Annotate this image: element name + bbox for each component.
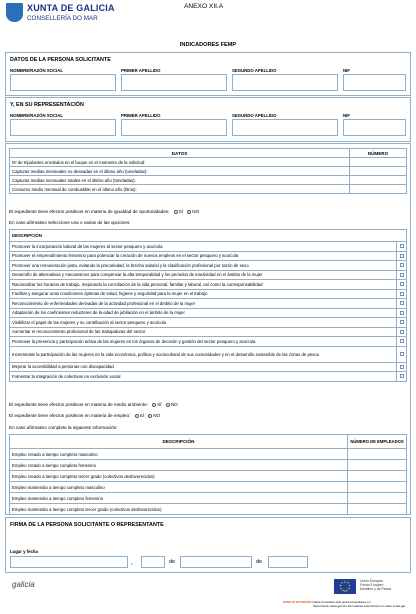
description-row: Fomentar la integración de colectivos en exclusión social: [10, 372, 397, 382]
environment-no-label: NO: [170, 402, 178, 407]
environment-question-row: [9, 402, 178, 407]
environment-yes-label: SÍ: [157, 402, 162, 407]
number-input[interactable]: [350, 176, 407, 185]
signature-title: FIRMA DE LA PERSONA SOLICITANTE O REPRESENTANTE: [10, 522, 164, 528]
employment-row: Empleo creado a tiempo completo femenino: [10, 460, 348, 471]
day-input[interactable]: [141, 556, 165, 568]
representative-nif-label: NIF: [343, 113, 350, 118]
applicant-name-label: NOMBRE/RAZÓN SOCIAL: [10, 68, 63, 73]
description-checkbox[interactable]: [400, 301, 404, 305]
employees-count-header: NÚMERO DE EMPLEADOS: [348, 435, 407, 449]
equality-no-label: NO: [192, 209, 200, 214]
description-checkbox[interactable]: [400, 365, 404, 369]
employment-row: Empleo creado a tiempo completo tercer grado (colectivos desfavorecidos): [10, 471, 348, 482]
description-row: Incrementar la participación de las mujeres en la vida económica, política y sociocultural de sus comunidades y en el desarrollo sostenible de las zonas de pesca: [10, 346, 397, 362]
description-row: Desarrollo de alternativas y mecanismos para compensar la alta temporalidad y los periodos de inactividad en el ámbito de la mujer: [10, 270, 397, 280]
employment-row: Empleo mantenido a tiempo completo tercer grado (colectivos desfavorecidos): [10, 504, 348, 515]
sede-link[interactable]: https://sede.xunta.gal Ver Formularios electrónicos en sede.xunta.gal: [313, 603, 405, 608]
environment-question: El expediente tiene efectos positivos en materia de medio ambiente:: [9, 402, 148, 407]
employees-input[interactable]: [348, 482, 407, 493]
description-checkbox[interactable]: [400, 339, 404, 343]
description-checkbox[interactable]: [400, 263, 404, 267]
applicant-name-input[interactable]: [10, 74, 116, 91]
place-input[interactable]: [10, 556, 128, 568]
month-input[interactable]: [180, 556, 252, 568]
employment-no-radio[interactable]: [148, 414, 152, 418]
environment-yes-radio[interactable]: [152, 403, 156, 407]
description-row: Adaptación de los coeficientes reductores de la edad de jubilación en el ámbito de la mujer: [10, 308, 397, 318]
description-row: Mejorar la accesibilidad a personas con discapacidad: [10, 362, 397, 372]
description-header: DESCRIPCIÓN: [10, 230, 407, 242]
applicant-surname2-label: SEGUNDO APELLIDO: [232, 68, 277, 73]
applicant-title: DATOS DE LA PERSONA SOLICITANTE: [10, 57, 111, 63]
description-checkbox[interactable]: [400, 292, 404, 296]
description-checkbox[interactable]: [400, 330, 404, 334]
description-row: Promover una remuneración justa, evitando la precariedad, la brecha salarial y la clasificación profesional por razón de sexo: [10, 261, 397, 271]
dept-name: CONSELLERÍA DO MAR: [27, 15, 98, 22]
place-date-label: Lugar y fecha: [10, 549, 38, 554]
description-row: Facilitar y asegurar unas condiciones óptimas de salud, higiene y seguridad para la mujer en el trabajo: [10, 289, 397, 299]
equality-question-row: [9, 209, 199, 214]
data-row: Capturas medias mensuales no deseadas en el último año (toneladas):: [10, 167, 350, 176]
description-row: Promover la incorporación laboral de las mujeres al sector pesquero y acuícola: [10, 242, 397, 252]
number-input[interactable]: [350, 185, 407, 194]
representative-surname1-label: PRIMER APELLIDO: [121, 113, 161, 118]
equality-no-radio[interactable]: [187, 210, 191, 214]
description-checkbox[interactable]: [400, 352, 404, 356]
eu-fund-text: [360, 579, 391, 591]
sede-text: Este formulario sólo podrá presentarse en: [314, 600, 371, 604]
employment-question: El expediente tiene efectos positivos en materia de empleo:: [9, 413, 131, 418]
sede-notice: [283, 601, 405, 609]
representative-name-input[interactable]: [10, 119, 116, 136]
equality-yes-radio[interactable]: [174, 210, 178, 214]
comma-separator: ,: [131, 560, 133, 566]
employment-row: Empleo creado a tiempo completo masculino: [10, 449, 348, 460]
representative-nif-input[interactable]: [343, 119, 406, 136]
environment-no-radio[interactable]: [166, 403, 170, 407]
equality-instruction: En caso afirmativo seleccione una o varias de las opciones:: [9, 220, 131, 225]
eu-text-2: Fondo Europeo: [360, 583, 384, 587]
description-table: [9, 229, 407, 382]
employment-no-label: NO: [153, 413, 161, 418]
representative-surname1-input[interactable]: [121, 119, 227, 136]
eu-text-1: Unión Europea: [360, 579, 383, 583]
year-input[interactable]: [268, 556, 308, 568]
employees-input[interactable]: [348, 504, 407, 515]
description-row: Racionalizar los horarios de trabajo, mejorando la conciliación de la vida personal, familiar y laboral, así como la corresponsabilidad: [10, 280, 397, 290]
data-row: Consumo medio mensual de combustible en el último año (litros):: [10, 185, 350, 194]
employment-row: Empleo mantenido a tiempo completo masculino: [10, 482, 348, 493]
description-checkbox[interactable]: [400, 374, 404, 378]
representative-surname2-input[interactable]: [232, 119, 338, 136]
description-checkbox[interactable]: [400, 311, 404, 315]
description-checkbox[interactable]: [400, 273, 404, 277]
data-row: Nº de tripulantes enrolados en el buque en el momento de la solicitud:: [10, 158, 350, 167]
description-row: Visibilizar el papel de las mujeres y su contribución al sector pesquero y acuícola: [10, 318, 397, 328]
employees-input[interactable]: [348, 471, 407, 482]
description-row: Promover el emprendimiento femenino para potenciar la creación de nuevos empleos en el sector pesquero y acuícola: [10, 251, 397, 261]
eu-text-3: Marítimo y de Pesca: [360, 587, 391, 591]
employees-input[interactable]: [348, 449, 407, 460]
description-row: Aumentar el reconocimiento profesional de las trabajadoras del sector: [10, 327, 397, 337]
employment-instruction: En caso afirmativo complete la siguiente información:: [9, 425, 118, 430]
form-title: INDICADORES FEMP: [179, 42, 237, 48]
number-input[interactable]: [350, 167, 407, 176]
representative-name-label: NOMBRE/RAZÓN SOCIAL: [10, 113, 63, 118]
applicant-nif-input[interactable]: [343, 74, 406, 91]
number-col-header: NÚMERO: [350, 149, 407, 158]
employment-yes-label: SÍ: [139, 413, 144, 418]
galicia-brand-logo: galicia: [12, 580, 35, 589]
description-row: Reconocimiento de enfermedades derivadas de la actividad profesional en el ámbito de la mujer: [10, 299, 397, 309]
equality-yes-label: SÍ: [178, 209, 184, 214]
applicant-surname1-input[interactable]: [121, 74, 227, 91]
description-checkbox[interactable]: [400, 320, 404, 324]
number-input[interactable]: [350, 158, 407, 167]
representative-surname2-label: SEGUNDO APELLIDO: [232, 113, 277, 118]
description-row: Promover la presencia y participación activa de las mujeres en los órganos de decisión y gestión del sector pesquero y acuícola: [10, 337, 397, 347]
applicant-surname1-label: PRIMER APELLIDO: [121, 68, 161, 73]
description-checkbox[interactable]: [400, 254, 404, 258]
org-name: XUNTA DE GALICIA: [27, 3, 115, 13]
sede-label: SEDE ELECTRÓNICA: [283, 600, 314, 604]
employees-input[interactable]: [348, 460, 407, 471]
employment-table: [9, 434, 407, 515]
employment-yes-radio[interactable]: [135, 414, 139, 418]
annex-label: ANEXO XII.A: [184, 3, 224, 10]
equality-question: El expediente tiene efectos positivos en materia de igualdad de oportunidades:: [9, 209, 170, 214]
data-row: Capturas medias mensuales totales en el último año (toneladas):: [10, 176, 350, 185]
employment-row: Empleo mantenido a tiempo completo femenino: [10, 493, 348, 504]
de-label-1: de: [169, 559, 176, 565]
employment-description-header: DESCRIPCIÓN: [10, 435, 348, 449]
data-col-header: DATOS: [10, 149, 350, 158]
eu-flag-icon: [334, 579, 356, 594]
data-table: [9, 148, 407, 194]
employees-input[interactable]: [348, 493, 407, 504]
representative-title: Y, EN SU REPRESENTACIÓN: [10, 102, 84, 108]
applicant-surname2-input[interactable]: [232, 74, 338, 91]
description-checkbox[interactable]: [400, 282, 404, 286]
de-label-2: de: [256, 559, 263, 565]
xunta-shield-logo: [6, 3, 23, 22]
applicant-nif-label: NIF: [343, 68, 350, 73]
employment-question-row: [9, 413, 160, 418]
description-checkbox[interactable]: [400, 244, 404, 248]
